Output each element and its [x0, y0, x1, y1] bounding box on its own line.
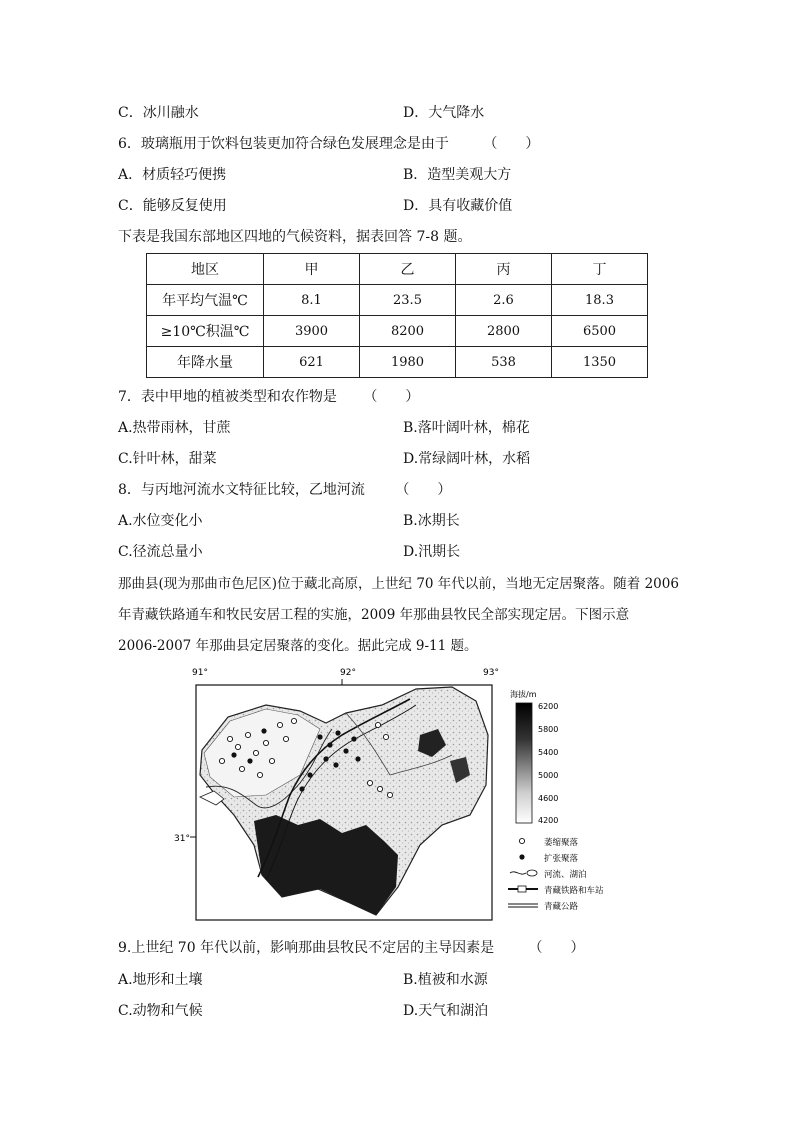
elevation-tick: 5800 — [538, 725, 559, 734]
table-cell: 1980 — [360, 347, 456, 378]
q9-stem-text: 9.上世纪 70 年代以前，影响那曲县牧民不定居的主导因素是 — [118, 940, 495, 956]
table-cell: 538 — [456, 347, 552, 378]
q9-option-a: A.地形和土壤 — [118, 972, 203, 988]
q7-stem — [118, 388, 419, 406]
table-cell: 6500 — [552, 316, 648, 347]
table-cell: 3900 — [264, 316, 360, 347]
table-cell: 23.5 — [360, 285, 456, 316]
expanding-settlement — [247, 758, 252, 763]
table-cell: 8200 — [360, 316, 456, 347]
legend-expanding-label: 扩张聚落 — [544, 854, 579, 864]
elevation-bar — [516, 703, 532, 823]
table-cell: 1350 — [552, 347, 648, 378]
table-row — [147, 285, 648, 316]
lon-label-91: 91° — [192, 668, 208, 678]
table-row — [147, 347, 648, 378]
shrinking-settlement — [283, 736, 288, 741]
legend-station-symbol — [518, 886, 526, 892]
shrinking-settlement — [239, 766, 244, 771]
elevation-tick: 6200 — [538, 702, 559, 711]
q5-option-c: C．冰川融水 — [118, 105, 199, 121]
q6-option-a: A．材质轻巧便携 — [118, 167, 227, 183]
q8-option-b: B.冰期长 — [403, 513, 460, 529]
shrinking-settlement — [235, 744, 240, 749]
legend-railway-label: 青藏铁路和车站 — [544, 886, 604, 896]
legend-highway-label: 青藏公路 — [544, 902, 579, 912]
q8-answer-blank: （ ） — [395, 482, 452, 498]
shrinking-settlement — [375, 722, 380, 727]
q7-stem-text: 7．表中甲地的植被类型和农作物是 — [118, 389, 337, 405]
q8-option-d: D.汛期长 — [403, 544, 461, 560]
expanding-settlement — [261, 728, 266, 733]
shrinking-settlement — [219, 758, 224, 763]
table-cell: 621 — [264, 347, 360, 378]
shrinking-settlement — [269, 758, 274, 763]
row-label: 年降水量 — [147, 347, 264, 378]
q9-answer-blank: （ ） — [528, 940, 585, 956]
shrinking-settlement — [367, 780, 372, 785]
q7-option-a: A.热带雨林，甘蔗 — [118, 420, 231, 436]
legend-shrinking-label: 萎缩聚落 — [544, 838, 579, 848]
lon-label-92: 92° — [340, 668, 356, 678]
elevation-tick: 5400 — [538, 748, 559, 757]
elevation-tick: 4600 — [538, 794, 559, 803]
header-cell: 地区 — [147, 254, 264, 285]
header-cell: 乙 — [360, 254, 456, 285]
table-row — [147, 316, 648, 347]
legend-shrinking-symbol — [519, 838, 524, 843]
header-cell: 丁 — [552, 254, 648, 285]
header-cell: 甲 — [264, 254, 360, 285]
table-cell: 18.3 — [552, 285, 648, 316]
q7-option-b: B.落叶阔叶林，棉花 — [403, 420, 530, 436]
shrinking-settlement — [245, 732, 250, 737]
lon-label-93: 93° — [483, 668, 499, 678]
q9-option-d: D.天气和湖泊 — [403, 1003, 489, 1019]
shrinking-settlement — [387, 792, 392, 797]
table-intro: 下表是我国东部地区四地的气候资料，据表回答 7-8 题。 — [118, 229, 472, 245]
table-header-row — [147, 254, 648, 285]
expanding-settlement — [307, 772, 312, 777]
q6-option-b: B．造型美观大方 — [403, 167, 512, 183]
header-cell: 丙 — [456, 254, 552, 285]
q6-answer-blank: （ ） — [483, 136, 540, 152]
legend-expanding-symbol — [519, 854, 524, 859]
q6-stem — [118, 135, 539, 153]
elevation-tick: 4200 — [538, 816, 559, 825]
shrinking-settlement — [291, 718, 296, 723]
shrinking-settlement — [383, 734, 388, 739]
row-label: ≥10℃积温℃ — [147, 316, 264, 347]
legend-lake-symbol — [527, 870, 537, 876]
table-cell: 2.6 — [456, 285, 552, 316]
q5-option-d: D．大气降水 — [403, 105, 485, 121]
passage-line-1: 那曲县(现为那曲市色尼区)位于藏北高原，上世纪 70 年代以前，当地无定居聚落。随着 2006 — [118, 576, 679, 592]
lat-label-31: 31° — [174, 834, 190, 844]
expanding-settlement — [343, 748, 348, 753]
expanding-settlement — [327, 742, 332, 747]
q6-option-d: D．具有收藏价值 — [403, 198, 513, 214]
passage-line-2: 年青藏铁路通车和牧民安居工程的实施，2009 年那曲县牧民全部实现定居。下图示意 — [118, 607, 630, 623]
legend-river-symbol — [510, 872, 526, 874]
expanding-settlement — [317, 734, 322, 739]
q6-option-c: C．能够反复使用 — [118, 198, 227, 214]
q9-option-b: B.植被和水源 — [403, 972, 488, 988]
shrinking-settlement — [253, 750, 258, 755]
legend-river-label: 河流、湖泊 — [544, 870, 587, 880]
q8-stem-text: 8．与丙地河流水文特征比较，乙地河流 — [118, 482, 365, 498]
q7-option-d: D.常绿阔叶林，水稻 — [403, 451, 531, 467]
shrinking-settlement — [257, 772, 262, 777]
expanding-settlement — [323, 756, 328, 761]
climate-table — [146, 253, 648, 378]
shrinking-settlement — [377, 786, 382, 791]
q7-answer-blank: （ ） — [363, 389, 420, 405]
shrinking-settlement — [227, 736, 232, 741]
elevation-tick: 5000 — [538, 771, 559, 780]
expanding-settlement — [351, 736, 356, 741]
nagqu-settlement-map — [170, 665, 630, 925]
shrinking-settlement — [263, 740, 268, 745]
q9-option-c: C.动物和气候 — [118, 1003, 203, 1019]
passage-line-3: 2006-2007 年那曲县定居聚落的变化。据此完成 9-11 题。 — [118, 638, 478, 654]
row-label: 年平均气温℃ — [147, 285, 264, 316]
elevation-title: 海拔/m — [510, 690, 537, 699]
shrinking-settlement — [277, 722, 282, 727]
table-cell: 8.1 — [264, 285, 360, 316]
q8-stem — [118, 481, 451, 499]
q7-option-c: C.针叶林，甜菜 — [118, 451, 217, 467]
table-cell: 2800 — [456, 316, 552, 347]
expanding-settlement — [299, 786, 304, 791]
expanding-settlement — [333, 762, 338, 767]
expanding-settlement — [335, 730, 340, 735]
q8-option-c: C.径流总量小 — [118, 544, 203, 560]
expanding-settlement — [355, 756, 360, 761]
q9-stem — [118, 939, 585, 957]
expanding-settlement — [231, 752, 236, 757]
q8-option-a: A.水位变化小 — [118, 513, 203, 529]
q6-stem-text: 6．玻璃瓶用于饮料包装更加符合绿色发展理念是由于 — [118, 136, 449, 152]
